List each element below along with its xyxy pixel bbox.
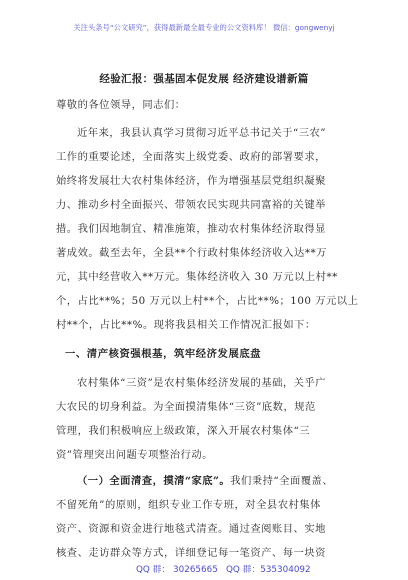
subsection-heading: （一）全面清查，摸清“家底”。 xyxy=(77,475,231,487)
paragraph-line: 措。我们因地制宜、精准施策，推动农村集体经济取得显 xyxy=(56,223,326,235)
paragraph-line: 不留死角”的原则，组织专业工作专班，对全县农村集体 xyxy=(56,499,321,511)
paragraph-line: 村**个，占比**%。现将我县相关工作情况汇报如下： xyxy=(56,319,316,331)
paragraph-line: 著成效。截至去年，全县**个行政村集体经济收入达**万 xyxy=(56,247,327,259)
footer-qq-group-2: QQ 群：535304092 xyxy=(226,565,311,575)
paragraph-line: 资”管理突出问题专项整治行动。 xyxy=(56,449,213,461)
paragraph-line: 工作的重要论述，全面落实上级党委、政府的部署要求， xyxy=(56,151,326,163)
paragraph-line: 核查、走访群众等方式，详细登记每一笔资产、每一块资 xyxy=(56,547,326,559)
paragraph-line: 力、推动乡村全面振兴、带领农民实现共同富裕的关键举 xyxy=(56,199,326,211)
section-heading: 一、清产核资强根基，筑牢经济发展底盘 xyxy=(65,348,262,360)
document-title: 经验汇报：强基固本促发展 经济建设谱新篇 xyxy=(99,73,309,85)
paragraph-line: 资产、资源和资金进行地毯式清查。通过查阅账目、实地 xyxy=(56,523,326,535)
paragraph-line: 个，占比**%；50 万元以上村**个，占比**%；100 万元以上 xyxy=(56,295,359,307)
paragraph-line: 管理，我们积极响应上级政策，深入开展农村集体“三 xyxy=(56,425,311,437)
paragraph-line: 元，其中经营收入**万元。集体经济收入 30 万元以上村** xyxy=(56,271,338,283)
paragraph-text: 我们秉持“全面覆盖、 xyxy=(230,475,334,487)
subsection-paragraph-first-line xyxy=(77,472,333,487)
paragraph-line: 农村集体“三资”是农村集体经济发展的基础，关乎广 xyxy=(77,377,327,389)
header-promo-note: 关注头条号“公文研究”，获得最新最全最专业的公文资料库！ 微信：gongwenyj xyxy=(73,23,335,32)
footer-qq-group-1: QQ 群： 30265665 xyxy=(136,565,218,575)
salutation: 尊敬的各位领导，同志们： xyxy=(56,99,186,111)
paragraph-line: 大农民的切身利益。为全面摸清集体“三资”底数，规范 xyxy=(56,401,316,413)
paragraph-line: 始终将发展壮大农村集体经济，作为增强基层党组织凝聚 xyxy=(56,175,326,187)
paragraph-line: 近年来，我县认真学习贯彻习近平总书记关于“三农” xyxy=(77,127,327,139)
